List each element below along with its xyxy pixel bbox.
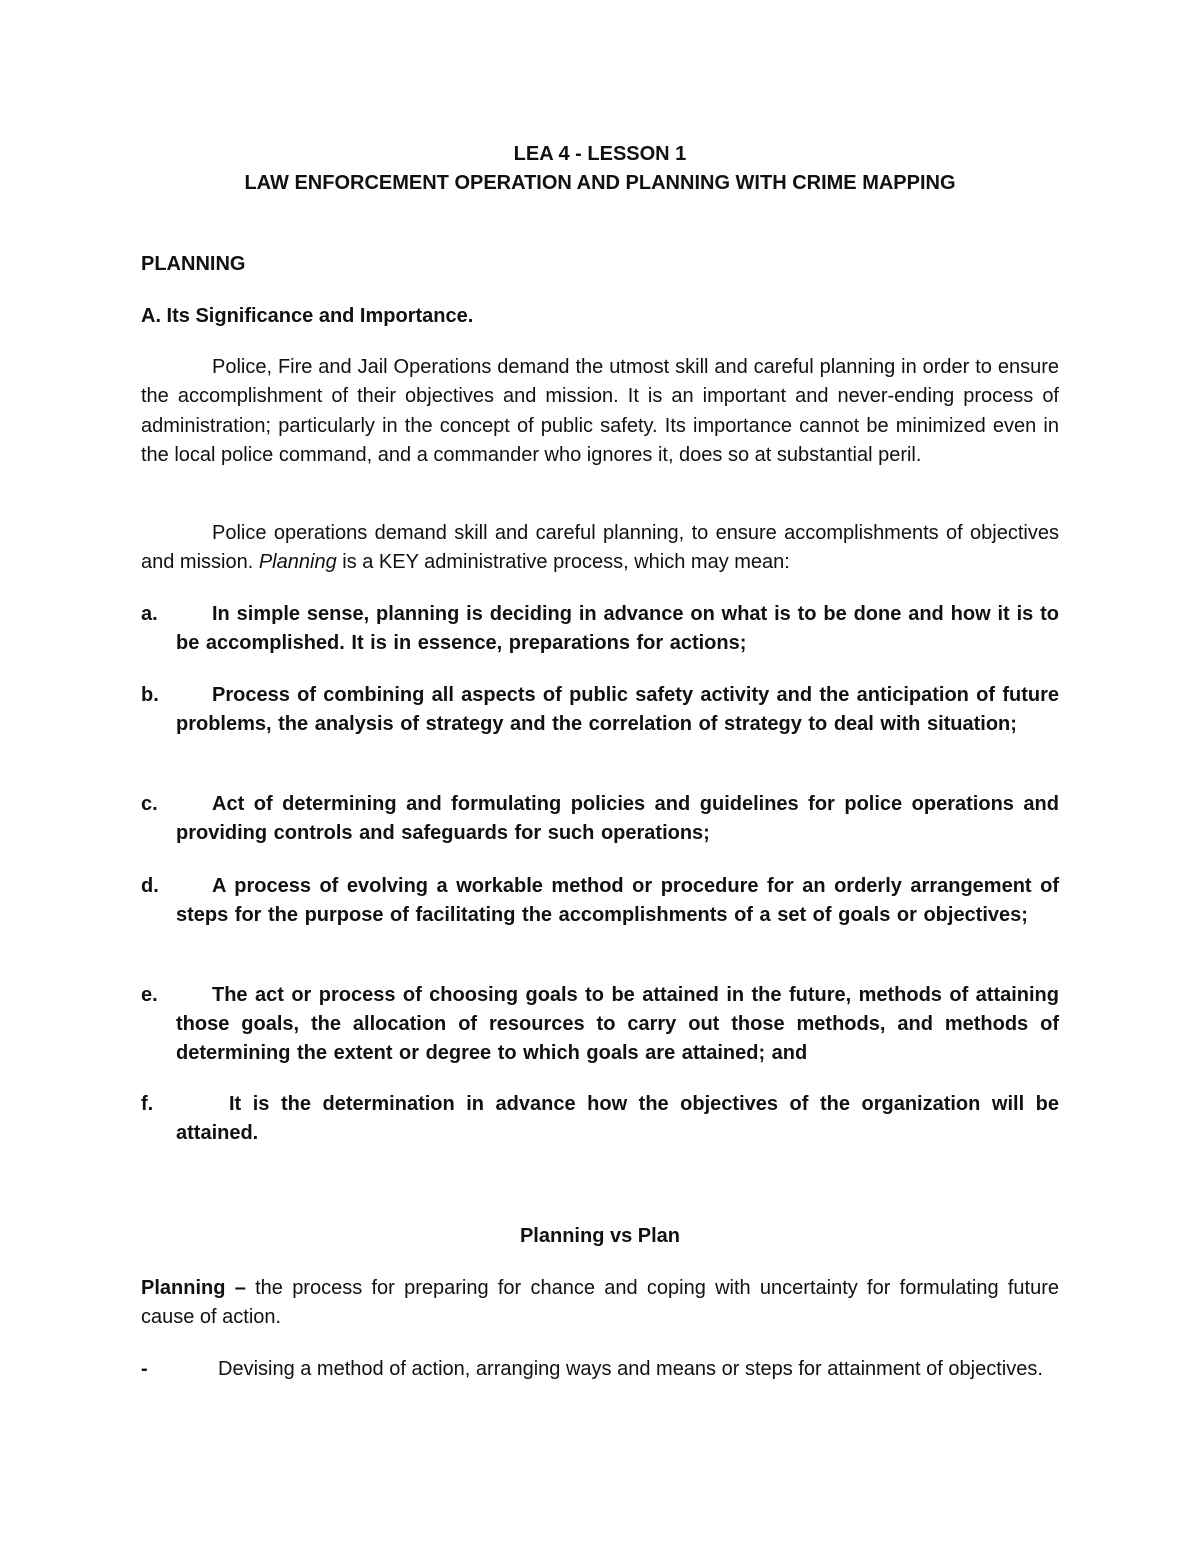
list-item-text: The act or process of choosing goals to be attained in the future, methods of attaining those goals, the allocation of resources to carry out those methods, and methods of determining the extent or degree to which goals are attained; and [176,984,1059,1064]
list-item-text: A process of evolving a workable method or procedure for an orderly arrangement of steps for the purpose of facilitating the accomplishments of a set of goals or objectives; [176,875,1059,926]
dash-item-text: Devising a method of action, arranging ways and means or steps for attainment of objectives. [218,1358,1043,1380]
list-item-letter: a. [141,603,158,625]
paragraph-text-end: is a KEY administrative process, which may mean: [336,551,790,574]
paragraph-key-process [141,519,1059,578]
planning-definition [141,1274,1059,1333]
planning-emphasis: Planning [258,551,337,574]
section-heading: PLANNING [141,253,246,275]
planning-term: Planning – [141,1277,246,1299]
paragraph-text: Police operations demand skill and careful planning, to ensure accomplishments of objectives and mission. [141,522,1059,574]
dash-bullet: - [141,1358,148,1380]
document-subtitle: LAW ENFORCEMENT OPERATION AND PLANNING WITH CRIME MAPPING [244,172,956,194]
list-item-text: Act of determining and formulating policies and guidelines for police operations and providing controls and safeguards for such operations; [176,793,1059,844]
list-item-letter: c. [141,793,158,815]
list-item-f [141,1090,1059,1148]
list-item-letter: e. [141,984,158,1006]
list-item-text: In simple sense, planning is deciding in advance on what is to be done and how it is to be accomplished. It is in essence, preparations for actions; [176,603,1059,654]
list-item-e [141,981,1059,1068]
planning-definition-text: the process for preparing for chance and coping with uncertainty for formulating future cause of action. [141,1277,1059,1329]
list-item-c [141,790,1059,848]
list-item-letter: d. [141,875,159,897]
list-item-letter: b. [141,684,159,706]
list-item-d [141,872,1059,930]
list-item-text: Process of combining all aspects of public safety activity and the anticipation of future problems, the analysis of strategy and the correlation of strategy to deal with situation; [176,684,1059,735]
dash-list-item [141,1355,1059,1384]
planning-vs-plan-heading: Planning vs Plan [519,1225,681,1247]
list-item-b [141,681,1059,739]
list-item-letter: f. [141,1093,154,1115]
subsection-heading: A. Its Significance and Importance. [141,305,474,327]
paragraph-significance: Police, Fire and Jail Operations demand the utmost skill and careful planning in order to ensure the accomplishment of their objectives and mission. It is an important and never-ending process of administration; particularly in the concept of public safety. Its importance cannot be minimized even in the local police command, and a commander who ignores it, does so at substantial peril. [141,356,1059,466]
list-item-a [141,600,1059,658]
list-item-text: It is the determination in advance how the objectives of the organization will be attained. [176,1093,1059,1144]
document-title: LEA 4 - LESSON 1 [513,143,687,165]
